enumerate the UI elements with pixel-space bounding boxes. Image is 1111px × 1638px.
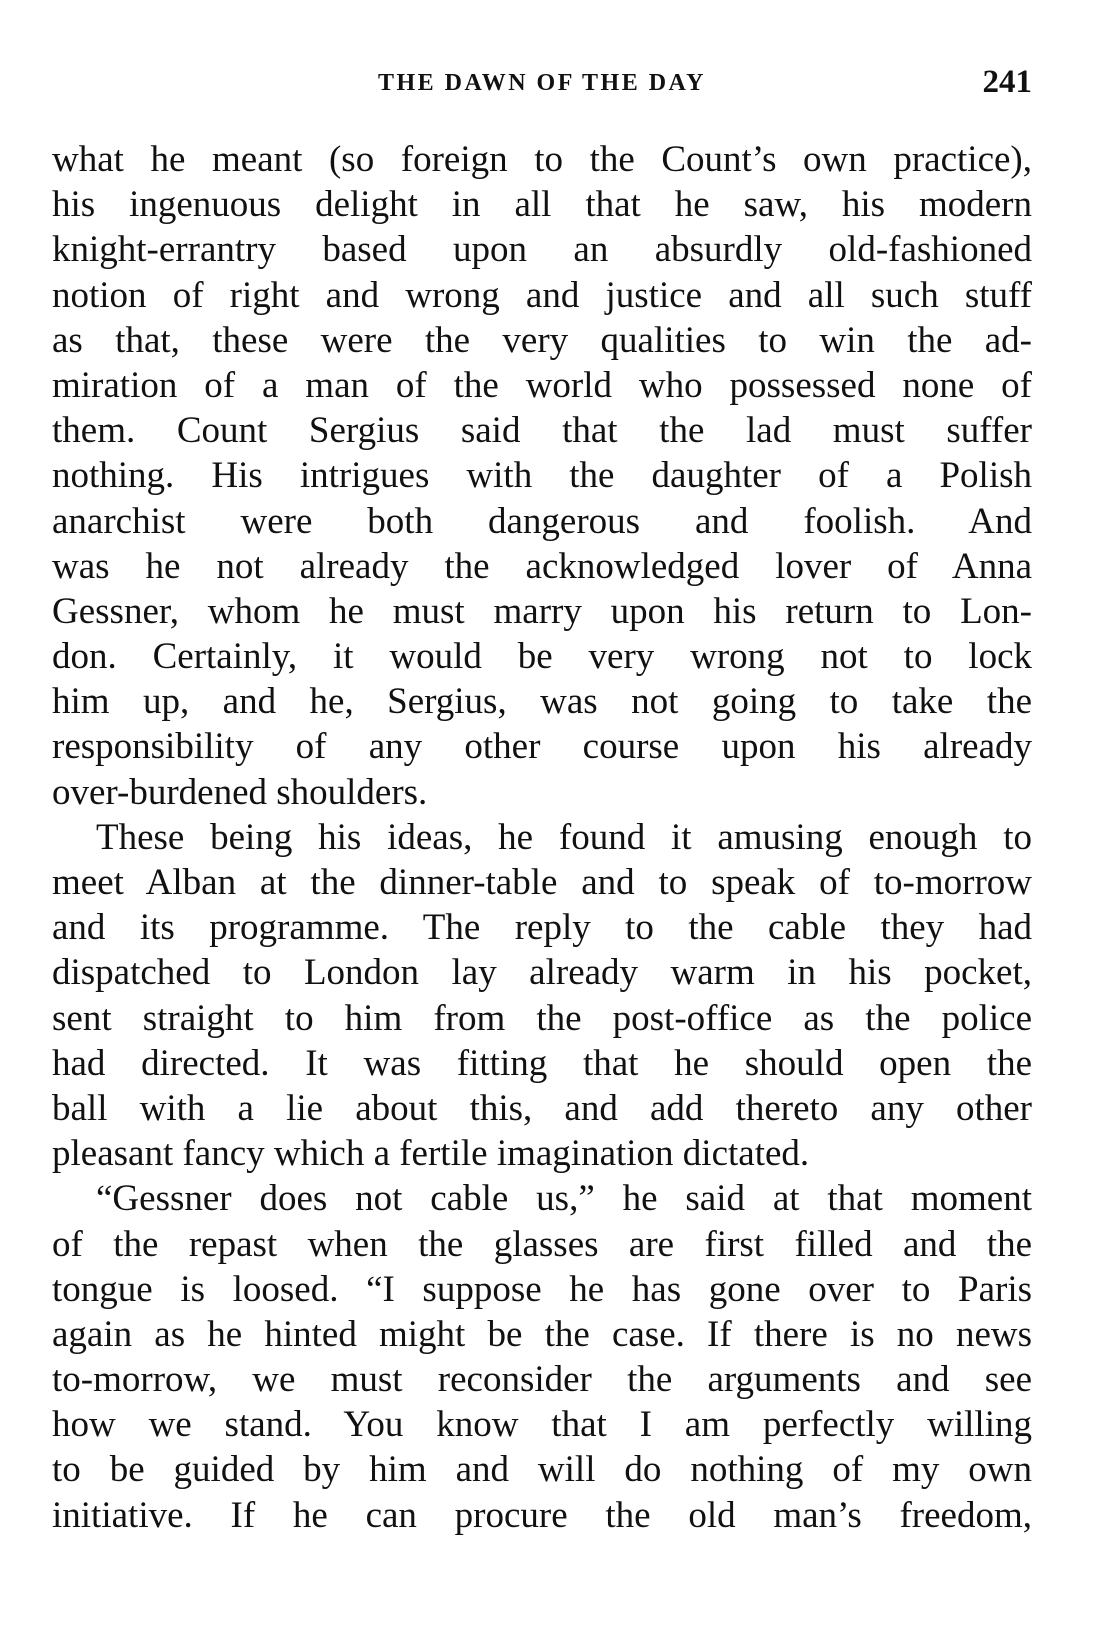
text-line: was he not already the acknowledged lover of Anna — [52, 545, 1032, 587]
text-line: them. Count Sergius said that the lad must suffer — [52, 410, 1032, 452]
text-line: of the repast when the glasses are first filled and the — [52, 1223, 1032, 1265]
text-line: sent straight to him from the post-office as the police — [52, 997, 1032, 1039]
text-line: don. Certainly, it would be very wrong not to lock — [52, 636, 1032, 678]
text-line: initiative. If he can procure the old man’s freedom, — [52, 1494, 1032, 1536]
text-line: dispatched to London lay already warm in his pocket, — [52, 952, 1032, 994]
running-title: THE DAWN OF THE DAY — [378, 70, 706, 96]
text-line-paragraph-end: pleasant fancy which a fertile imagination dictated. — [52, 1133, 810, 1175]
body-text — [52, 137, 1032, 1538]
text-line: meet Alban at the dinner-table and to speak of to-morrow — [52, 862, 1032, 903]
text-line: him up, and he, Sergius, was not going to take the — [52, 681, 1032, 723]
text-line-paragraph-start: “Gessner does not cable us,” he said at that moment — [96, 1178, 1032, 1220]
text-line: ball with a lie about this, and add thereto any other — [52, 1087, 1032, 1129]
text-line: miration of a man of the world who possessed none of — [52, 364, 1032, 406]
text-line: notion of right and wrong and justice and all such stuff — [52, 274, 1032, 316]
page-number: 241 — [982, 64, 1032, 100]
text-line: nothing. His intrigues with the daughter of a Polish — [52, 455, 1032, 497]
text-line: again as he hinted might be the case. If there is no news — [52, 1313, 1032, 1355]
text-line: and its programme. The reply to the cable they had — [52, 907, 1032, 949]
text-line: anarchist were both dangerous and foolish. And — [52, 500, 1032, 542]
text-line: as that, these were the very qualities to win the ad- — [52, 319, 1032, 361]
text-line: responsibility of any other course upon his already — [52, 726, 1032, 768]
text-line-paragraph-end: over-burdened shoulders. — [52, 771, 428, 813]
text-line: how we stand. You know that I am perfectly willing — [52, 1404, 1032, 1446]
text-line: Gessner, whom he must marry upon his return to Lon- — [52, 590, 1032, 632]
text-line: had directed. It was fitting that he should open the — [52, 1042, 1032, 1084]
text-line: his ingenuous delight in all that he saw, his modern — [52, 184, 1032, 226]
text-line: tongue is loosed. “I suppose he has gone over to Paris — [52, 1268, 1032, 1310]
text-line: to be guided by him and will do nothing of my own — [52, 1449, 1032, 1491]
text-line-paragraph-start: These being his ideas, he found it amusing enough to — [96, 816, 1032, 858]
text-line: what he meant (so foreign to the Count’s own practice), — [52, 139, 1032, 180]
text-line: knight-errantry based upon an absurdly old-fashioned — [52, 229, 1032, 271]
running-head — [52, 64, 1032, 104]
text-line: to-morrow, we must reconsider the arguments and see — [52, 1359, 1032, 1401]
